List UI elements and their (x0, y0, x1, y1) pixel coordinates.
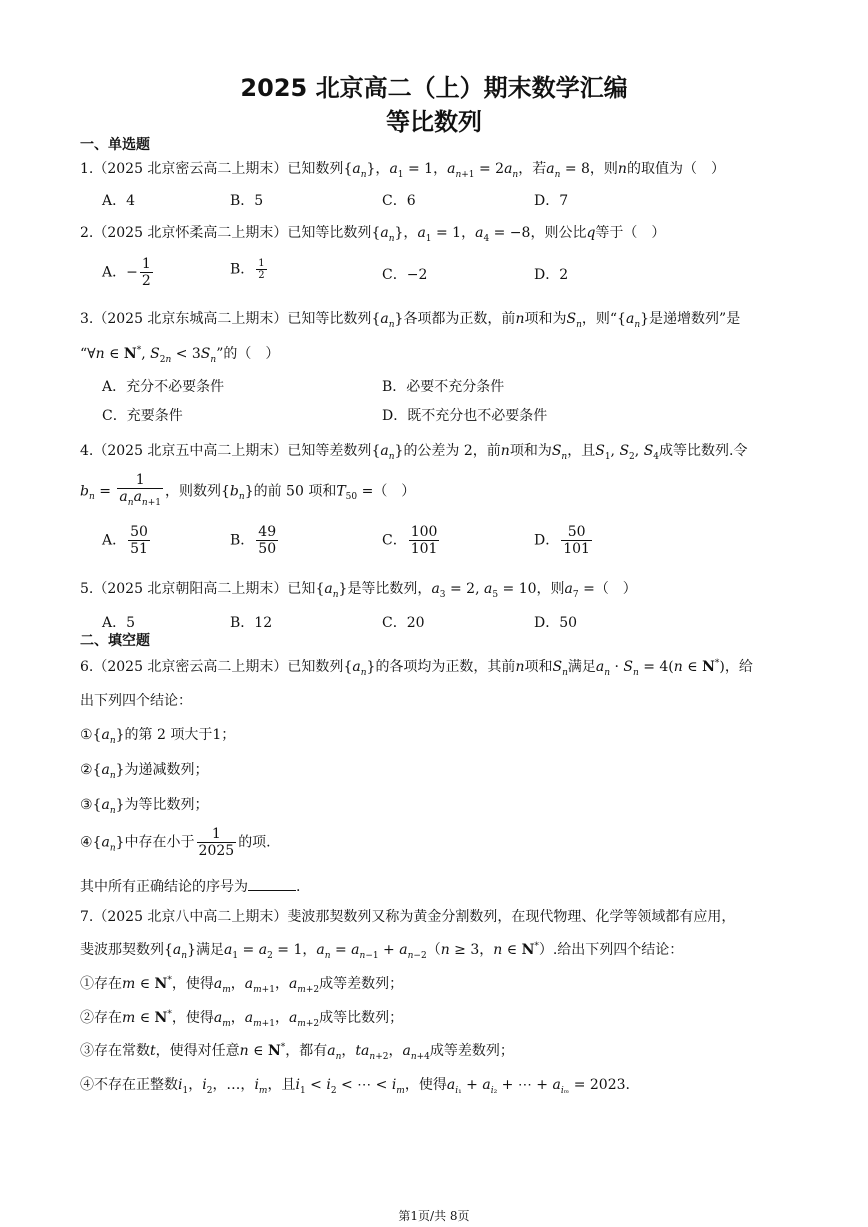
question-5: 5.（2025 北京朝阳高二上期末）已知$\{a_n\}$是等比数列，$a_3 = 2$, $a_5 = 10$，则$a_7$ =（ ） (80, 581, 637, 600)
q4-option-c: C． $\frac{100}{101}$ (382, 524, 438, 557)
q5-option-b: B．12 (230, 615, 273, 631)
section-single-choice: 一、单选题 (80, 137, 150, 153)
q4-option-b: B． $\frac{49}{50}$ (230, 524, 277, 557)
q2-option-b: B． $\frac{1}{2}$ (230, 258, 265, 281)
q7-conclusion-3: ③存在常数t，使得对任意n ∈ N*，都有$a_n$，$ta_{n+2}$，$a_{n+4}$成等差数列； (80, 1042, 514, 1062)
q5-option-c: C．20 (382, 615, 425, 631)
page-subtitle: 等比数列 (386, 108, 482, 136)
question-2: 2.（2025 北京怀柔高二上期末）已知等比数列$\{a_n\}$，$a_1 = 1$，$a_4 = -8$，则公比q等于（ ） (80, 225, 666, 244)
question-1: 1.（2025 北京密云高二上期末）已知数列$\{a_n\}$，$a_1 = 1$，$a_{n+1} = 2a_n$，若$a_n = 8$，则n的取值为（ ） (80, 161, 725, 180)
question-4: 4.（2025 北京五中高二上期末）已知等差数列$\{a_n\}$的公差为 2，前n项和为$S_n$，且$S_1$, $S_2$, $S_4$成等比数列.令 (80, 443, 748, 462)
q3-option-a: A．充分不必要条件 (102, 379, 225, 395)
q1-option-d: D．7 (534, 193, 569, 209)
question-6-line-2: 出下列四个结论： (80, 693, 192, 709)
q1-option-a: A．4 (102, 193, 136, 209)
question-7-line-2: 斐波那契数列$\{a_n\}$满足$a_1 = a_2 = 1$，$a_n = a_{n-1} + a_{n-2}(n \ge 3$，n ∈ N*）.给出下列四个结论： (80, 941, 684, 961)
q2-option-d: D．2 (534, 267, 569, 283)
section-fill-blank: 二、填空题 (80, 633, 150, 649)
q6-conclusion-1: $①\{a_n\}$的第 2 项大于1； (80, 727, 236, 746)
q7-conclusion-1: ①存在m ∈ N*，使得$a_m$，$a_{m+1}$，$a_{m+2}$成等差数列； (80, 975, 404, 995)
q1-option-b: B．5 (230, 193, 264, 209)
q6-conclusion-3: $③\{a_n\}$为等比数列； (80, 797, 209, 816)
q4-option-a: A． $\frac{50}{51}$ (102, 524, 148, 557)
question-4-line-2: $b_n$ = $\frac{1}{a_na_{n+1}}$ ，则数列$\{b_n\}$的前 50 项和$T_{50}$ =（ ） (80, 472, 416, 508)
question-6: 6.（2025 北京密云高二上期末）已知数列$\{a_n\}$的各项均为正数，其前n项和$S_n$满足$a_n \cdot S_n = 4(n$ ∈ N*)，给 (80, 658, 753, 678)
page-footer: 第1页/共 8页 (398, 1209, 470, 1223)
q7-conclusion-4: ④不存在正整数$i_1$，$i_2$，…，$i_m$，且$i_1 < i_2$ < ⋯ < $i_m$，使得$a_{i_1} + a_{i_2}$ + ⋯ + $a_{i_m} = 2023$. (80, 1077, 630, 1096)
q6-answer-prompt: 其中所有正确结论的序号为 . (80, 879, 301, 895)
q5-option-d: D．50 (534, 615, 578, 631)
q3-option-c: C．充要条件 (102, 408, 183, 424)
q2-option-a: A．− $\frac{1}{2}$ (102, 256, 151, 289)
q3-option-d: D．既不充分也不必要条件 (382, 408, 548, 424)
question-7: 7.（2025 北京八中高二上期末）斐波那契数列又称为黄金分割数列，在现代物理、化学等领域都有应用， (80, 909, 736, 925)
q6-conclusion-4: $④\{a_n\}$中存在小于 $\frac{1}{2025}$ 的项. (80, 826, 271, 859)
page-title: 2025 北京高二（上）期末数学汇编 (240, 74, 628, 102)
question-3-line-2: “∀n ∈ N*, $S_{2n} < 3S_n$”的（ ） (80, 345, 280, 365)
q4-option-d: D． $\frac{50}{101}$ (534, 524, 590, 557)
q1-option-c: C．6 (382, 193, 416, 209)
question-3: 3.（2025 北京东城高二上期末）已知等比数列$\{a_n\}$各项都为正数，前n项和为$S_n$，则“$\{a_n\}$是递增数列”是 (80, 311, 741, 330)
q7-conclusion-2: ②存在m ∈ N*，使得$a_m$，$a_{m+1}$，$a_{m+2}$成等比数列； (80, 1009, 404, 1029)
answer-blank[interactable] (248, 878, 296, 891)
q3-option-b: B．必要不充分条件 (382, 379, 505, 395)
q5-option-a: A．5 (102, 615, 136, 631)
q2-option-c: C．−2 (382, 267, 428, 283)
q6-conclusion-2: $②\{a_n\}$为递减数列； (80, 762, 209, 781)
